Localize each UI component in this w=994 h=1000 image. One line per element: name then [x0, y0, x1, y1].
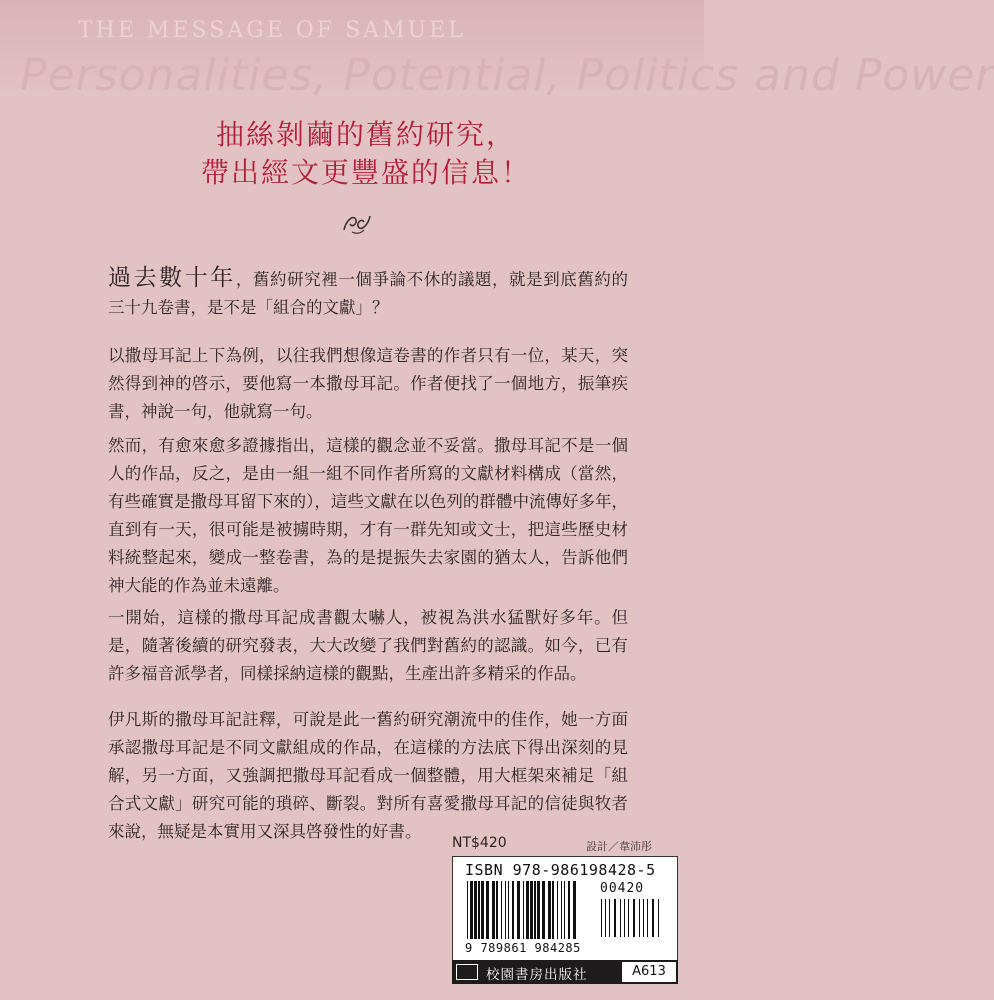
- addon-barcode-bar: [614, 899, 616, 937]
- barcode-bar: [552, 881, 554, 939]
- paragraph-1-text: ，舊約研究裡一個爭論不休的議題，就是到底舊約的三十九卷書，是不是「組合的文獻」？: [108, 270, 629, 317]
- addon-barcode-bar: [620, 899, 621, 937]
- barcode-bar: [470, 881, 473, 939]
- addon-barcode-bar: [643, 899, 644, 937]
- barcode-bar: [481, 881, 484, 939]
- paragraph-2: 以撒母耳記上下為例，以往我們想像這卷書的作者只有一位，某天，突然得到神的啓示，要他寫一本撒母耳記。作者便找了一個地方，振筆疾書，神說一句，他就寫一句。: [108, 346, 628, 421]
- barcode-bar: [530, 881, 533, 939]
- barcode-box: [452, 856, 678, 962]
- barcode-bar: [486, 881, 489, 939]
- barcode-bar: [478, 881, 480, 939]
- paragraph-4: 一開始，這樣的撒母耳記成書觀太嚇人，被視為洪水猛獸好多年。但是，隨著後續的研究發表，大大改變了我們對舊約的認識。如今，已有許多福音派學者，同樣採納這樣的觀點，生產出許多精采的作品。: [108, 608, 628, 683]
- barcode-bar: [526, 881, 529, 939]
- barcode-bar: [474, 881, 477, 939]
- addon-barcode-bar: [647, 899, 648, 937]
- addon-barcode-graphic: [601, 899, 663, 939]
- isbn-label: ISBN 978-986198428-5: [465, 861, 656, 879]
- barcode-bar: [568, 881, 570, 939]
- background-title-line2: Personalities, Potential, Politics and Power: [20, 50, 994, 101]
- addon-barcode-bar: [658, 899, 659, 937]
- paragraph-1-lead: 過去數十年: [108, 265, 236, 291]
- tagline-line1: 抽絲剝繭的舊約研究，: [215, 118, 516, 151]
- barcode-bar: [505, 881, 506, 939]
- series-code: A613: [622, 962, 676, 982]
- barcode-digits: 9 789861 984285: [465, 941, 581, 955]
- tagline-line2: 帶出經文更豐盛的信息！: [200, 156, 531, 189]
- ornament-flourish-icon: [340, 208, 374, 238]
- barcode-bar: [467, 881, 468, 939]
- publisher-bar: [452, 960, 678, 984]
- barcode-graphic: [467, 881, 595, 941]
- addon-barcode-bar: [628, 899, 629, 937]
- barcode-bar: [542, 881, 545, 939]
- addon-barcode-bar: [624, 899, 625, 937]
- addon-barcode-bar: [639, 899, 640, 937]
- barcode-bar: [501, 881, 502, 939]
- addon-barcode-bar: [601, 899, 602, 937]
- paragraph-1: [108, 264, 628, 322]
- barcode-bar: [492, 881, 495, 939]
- barcode-bar: [517, 881, 520, 939]
- barcode-bar: [561, 881, 562, 939]
- barcode-bar: [523, 881, 524, 939]
- barcode-bar: [534, 881, 536, 939]
- background-title-line1: THE MESSAGE OF SAMUEL: [78, 18, 466, 43]
- addon-barcode-bar: [609, 899, 610, 937]
- paragraph-3: 然而，有愈來愈多證據指出，這樣的觀念並不妥當。撒母耳記不是一個人的作品，反之，是由一組一組不同作者所寫的文獻材料構成（當然，有些確實是撒母耳留下來的），這些文獻在以色列的群體中流傳好多年，直到有一天，很可能是被擄時期，才有一群先知或文士，把這些歷史材料統整起來，變成一整卷書，為的是提振失去家園的猶太人，告訴他們神大能的作為並未遠離。: [108, 436, 628, 595]
- publisher-name: 校園書房出版社: [486, 967, 588, 983]
- price-label: NT$420: [452, 835, 507, 851]
- barcode-bar: [537, 881, 540, 939]
- barcode-bar: [512, 881, 514, 939]
- publisher-logo-icon: [456, 964, 478, 980]
- addon-barcode-bar: [633, 899, 635, 937]
- designer-credit: 設計／韋沛彤: [586, 840, 652, 853]
- barcode-bar: [573, 881, 576, 939]
- barcode-bar: [564, 881, 565, 939]
- barcode-bar: [496, 881, 498, 939]
- barcode-bar: [508, 881, 509, 939]
- barcode-bar: [557, 881, 558, 939]
- addon-barcode-bar: [652, 899, 654, 937]
- paragraph-5: 伊凡斯的撒母耳記註釋，可說是此一舊約研究潮流中的佳作，她一方面承認撒母耳記是不同文獻組成的作品，在這樣的方法底下得出深刻的見解，另一方面，又強調把撒母耳記看成一個整體，用大框架來補足「組合式文獻」研究可能的瑣碎、斷裂。對所有喜愛撒母耳記的信徒與牧者來說，無疑是本實用又深具啓發性的好書。: [108, 710, 628, 841]
- addon-barcode-bar: [605, 899, 606, 937]
- barcode-bar: [548, 881, 551, 939]
- isbn-addon-code: 00420: [600, 881, 645, 896]
